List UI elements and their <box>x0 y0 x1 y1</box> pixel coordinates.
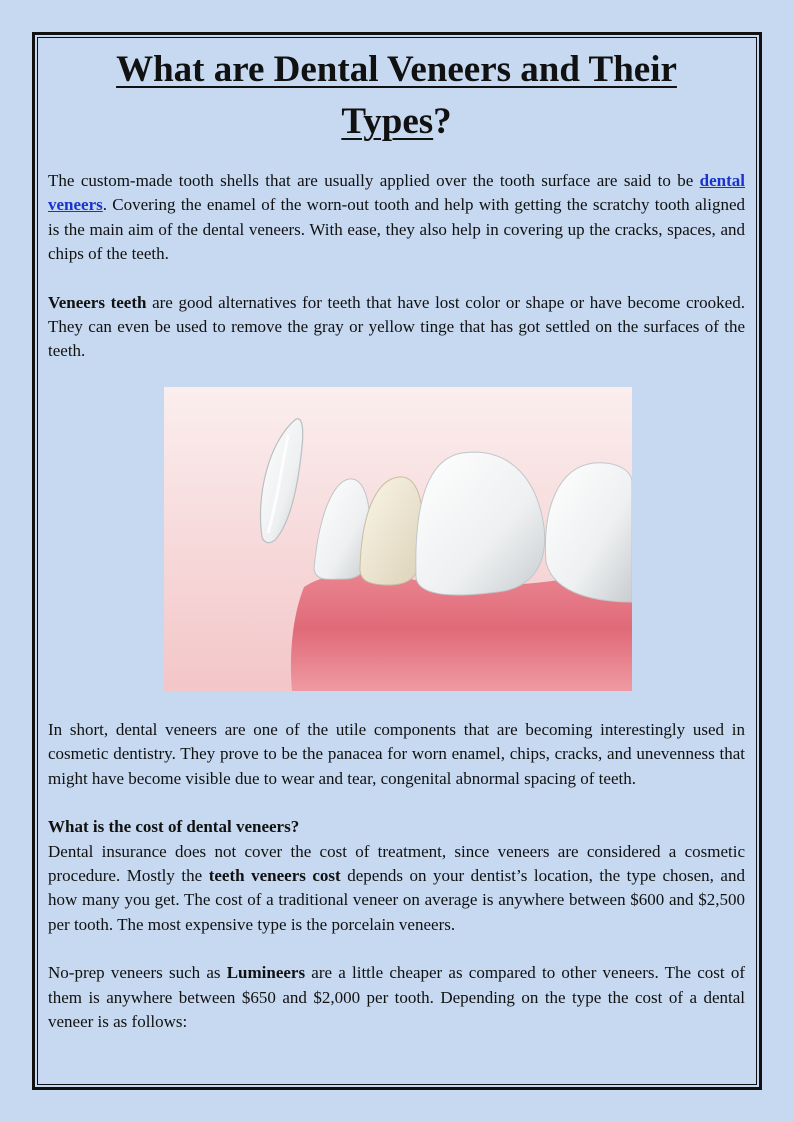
document-bottom <box>48 718 745 1034</box>
cost-heading: What is the cost of dental veneers? <box>48 817 300 837</box>
intro-paragraph <box>48 169 745 267</box>
title-question-mark: ? <box>433 101 452 142</box>
veneer-teeth-svg <box>164 387 632 691</box>
intro-text-end: . Covering the enamel of the worn-out tooth and help with getting the scratchy tooth aligned is the main aim of the dental veneers. With ease, they also help in covering up the cracks, spaces, and chips of the teeth. <box>48 195 745 264</box>
summary-paragraph: In short, dental veneers are one of the utile components that are becoming interestingly used in cosmetic dentistry. They prove to be the panacea for worn enamel, chips, cracks, and unevenness that might have become visible due to wear and tear, congenital abnormal spacing of teeth. <box>48 720 745 788</box>
intro-text-start: The custom-made tooth shells that are usually applied over the tooth surface are said to be <box>48 171 700 190</box>
dental-veneers-link[interactable]: dental veneers <box>48 171 745 215</box>
document-top <box>48 44 745 364</box>
title-line-2: Types <box>341 101 434 142</box>
page-title <box>48 44 745 148</box>
no-prep-paragraph <box>48 961 745 1034</box>
veneers-teeth-text: are good alternatives for teeth that have lost color or shape or have become crooked. They can even be used to remove the gray or yellow tinge that has got settled on the surfaces of the teeth. <box>48 292 745 361</box>
veneer-teeth-illustration <box>164 387 632 691</box>
veneers-teeth-paragraph <box>48 291 745 364</box>
no-prep-text-end: are a little cheaper as compared to other veneers. The cost of them is anywhere between $650 and $2,000 per tooth. Depending on the type the cost of a dental veneer is as follows: <box>48 963 745 1032</box>
cost-text-start: Dental insurance does not cover the cost of treatment, since veneers are considered a cosmetic procedure. Mostly the <box>48 841 745 886</box>
lumineers-bold: Lumineers <box>226 963 306 983</box>
veneers-teeth-bold: Veneers teeth <box>48 292 147 312</box>
no-prep-text-start: No-prep veneers such as <box>48 963 227 983</box>
teeth-veneers-cost-bold: teeth veneers cost <box>208 866 341 886</box>
title-line-1: What are Dental Veneers and Their <box>116 49 677 90</box>
cost-text-end: depends on your dentist’s location, the type chosen, and how many you get. The cost of a traditional veneer on average is anywhere between $600 and $2,500 per tooth. The most expensive type is the porcelain veneers. <box>48 866 745 934</box>
cost-paragraph <box>48 840 745 938</box>
